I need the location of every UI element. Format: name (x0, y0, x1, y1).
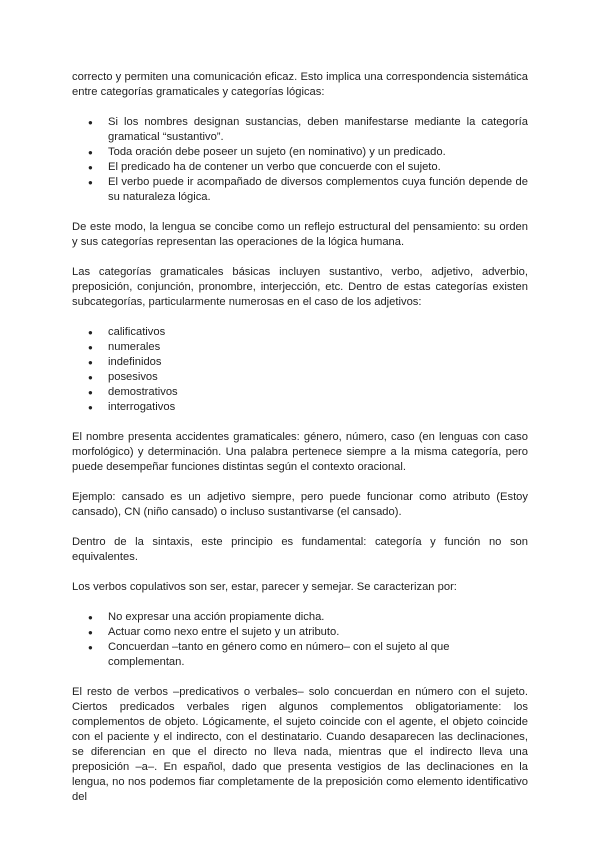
paragraph-syntax-principle: Dentro de la sintaxis, este principio es fundamental: categoría y función no son equivalentes. (72, 536, 528, 563)
list-adjective-subcategories (72, 325, 528, 415)
list-item: ● El verbo puede ir acompañado de diversos complementos cuya función depende de su naturaleza lógica. (72, 175, 528, 205)
paragraph-noun-accidents: El nombre presenta accidentes gramaticales: género, número, caso (en lenguas con caso morfológico) y determinación. Una palabra pertenece siempre a la misma categoría, pero puede desempeñar funciones distintas según el contexto oracional. (72, 431, 528, 473)
paragraph-example: Ejemplo: cansado es un adjetivo siempre, pero puede funcionar como atributo (Estoy cansado), CN (niño cansado) o incluso sustantivarse (el cansado). (72, 491, 528, 518)
list-item: ● El predicado ha de contener un verbo que concuerde con el sujeto. (72, 160, 528, 175)
list-item: ● Si los nombres designan sustancias, deben manifestarse mediante la categoría gramatical “sustantivo”. (72, 115, 528, 145)
document-page (72, 70, 528, 820)
list-item: ● calificativos (72, 325, 528, 340)
paragraph-language-reflection: De este modo, la lengua se concibe como un reflejo estructural del pensamiento: su orden y sus categorías representan las operaciones de la lógica humana. (72, 221, 528, 248)
list-item: ● numerales (72, 340, 528, 355)
list-item: ● posesivos (72, 370, 528, 385)
list-item: ● Toda oración debe poseer un sujeto (en nominativo) y un predicado. (72, 145, 528, 160)
list-item: ● Actuar como nexo entre el sujeto y un atributo. (72, 625, 528, 640)
paragraph-predicative-verbs: El resto de verbos –predicativos o verbales– solo concuerdan en número con el sujeto. Ciertos predicados verbales rigen algunos complementos obligatoriamente: los complementos de objeto. Lógicamente, el sujeto coincide con el agente, el objeto coincide con el paciente y el indirecto, con el destinatario. Cuando desaparecen las declinaciones, se diferencian en que el directo no lleva nada, mientras que el indirecto lleva una preposición –a–. En español, dado que presenta vestigios de las declinaciones en la lengua, no nos podemos fiar completamente de la preposición como elemento identificativo del (72, 686, 528, 803)
list-item: ● interrogativos (72, 400, 528, 415)
list-logical-correspondence (72, 115, 528, 205)
list-item: ● No expresar una acción propiamente dicha. (72, 610, 528, 625)
paragraph-copulative-verbs: Los verbos copulativos son ser, estar, parecer y semejar. Se caracterizan por: (72, 581, 457, 593)
paragraph-intro: correcto y permiten una comunicación eficaz. Esto implica una correspondencia sistemática entre categorías gramaticales y categorías lógicas: (72, 71, 528, 98)
list-item: ● indefinidos (72, 355, 528, 370)
list-item: ● demostrativos (72, 385, 528, 400)
paragraph-grammatical-categories: Las categorías gramaticales básicas incluyen sustantivo, verbo, adjetivo, adverbio, preposición, conjunción, pronombre, interjección, etc. Dentro de estas categorías existen subcategorías, particularmente numerosas en el caso de los adjetivos: (72, 266, 528, 308)
list-copulative-features (72, 610, 528, 670)
list-item: ● Concuerdan –tanto en género como en número– con el sujeto al que complementan. (72, 640, 528, 670)
